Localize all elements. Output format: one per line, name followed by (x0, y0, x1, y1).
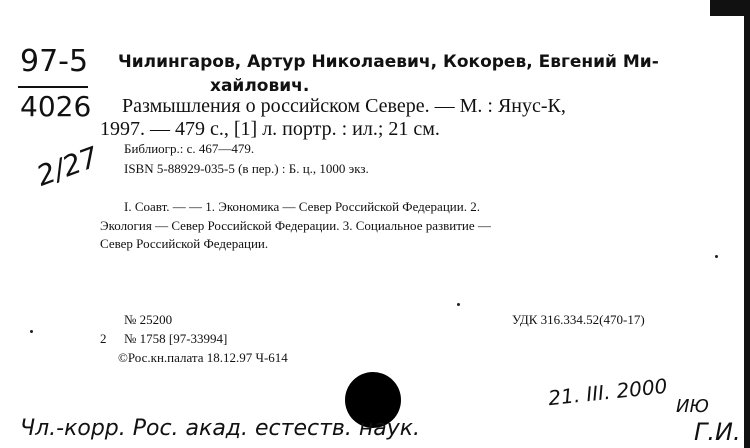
handwritten-date: 21. III. 2000 (547, 373, 669, 411)
authors-line-2: хайлович. (210, 76, 310, 96)
handwritten-bottom-note: Чл.-корр. Рос. акад. естеств. наук. (20, 416, 421, 441)
subjects-line-3: Север Российской Федерации. (100, 236, 269, 251)
call-number-divider (18, 86, 88, 88)
speck (715, 255, 718, 258)
title-line-1: Размышления о российском Севере. — М. : Янус-К, (122, 95, 566, 117)
card-corner-mark (710, 0, 750, 16)
record-number-2-prefix: 2 (100, 331, 107, 346)
record-number: № 25200 (124, 312, 173, 327)
authors-line-1: Чилингаров, Артур Николаевич, Кокорев, Евгений Ми- (118, 52, 659, 72)
call-number-bottom: 4026 (20, 90, 92, 123)
card-right-edge (744, 0, 750, 448)
handwritten-bottom-right: Г.И. (694, 418, 741, 446)
udk-code: УДК 316.334.52(470-17) (512, 312, 645, 327)
speck (457, 303, 460, 306)
record-number-2: № 1758 [97-33994] (124, 331, 228, 346)
call-number-mark: 2/27 (32, 140, 103, 193)
subjects-line-1: I. Соавт. — — 1. Экономика — Север Российской Федерации. 2. (124, 199, 480, 214)
book-chamber-stamp: ©Рос.кн.палата 18.12.97 Ч-614 (118, 350, 288, 365)
title-line-2: 1997. — 479 с., [1] л. портр. : ил.; 21 см. (100, 118, 440, 140)
call-number-top: 97-5 (20, 44, 89, 79)
handwritten-initials: ИЮ (676, 396, 709, 417)
bibliography-note: Библиогр.: с. 467—479. (124, 141, 255, 156)
subjects-line-2: Экология — Север Российской Федерации. 3. Социальное развитие — (100, 218, 491, 233)
speck (30, 330, 33, 333)
isbn-note: ISBN 5-88929-035-5 (в пер.) : Б. ц., 1000 экз. (124, 161, 369, 176)
